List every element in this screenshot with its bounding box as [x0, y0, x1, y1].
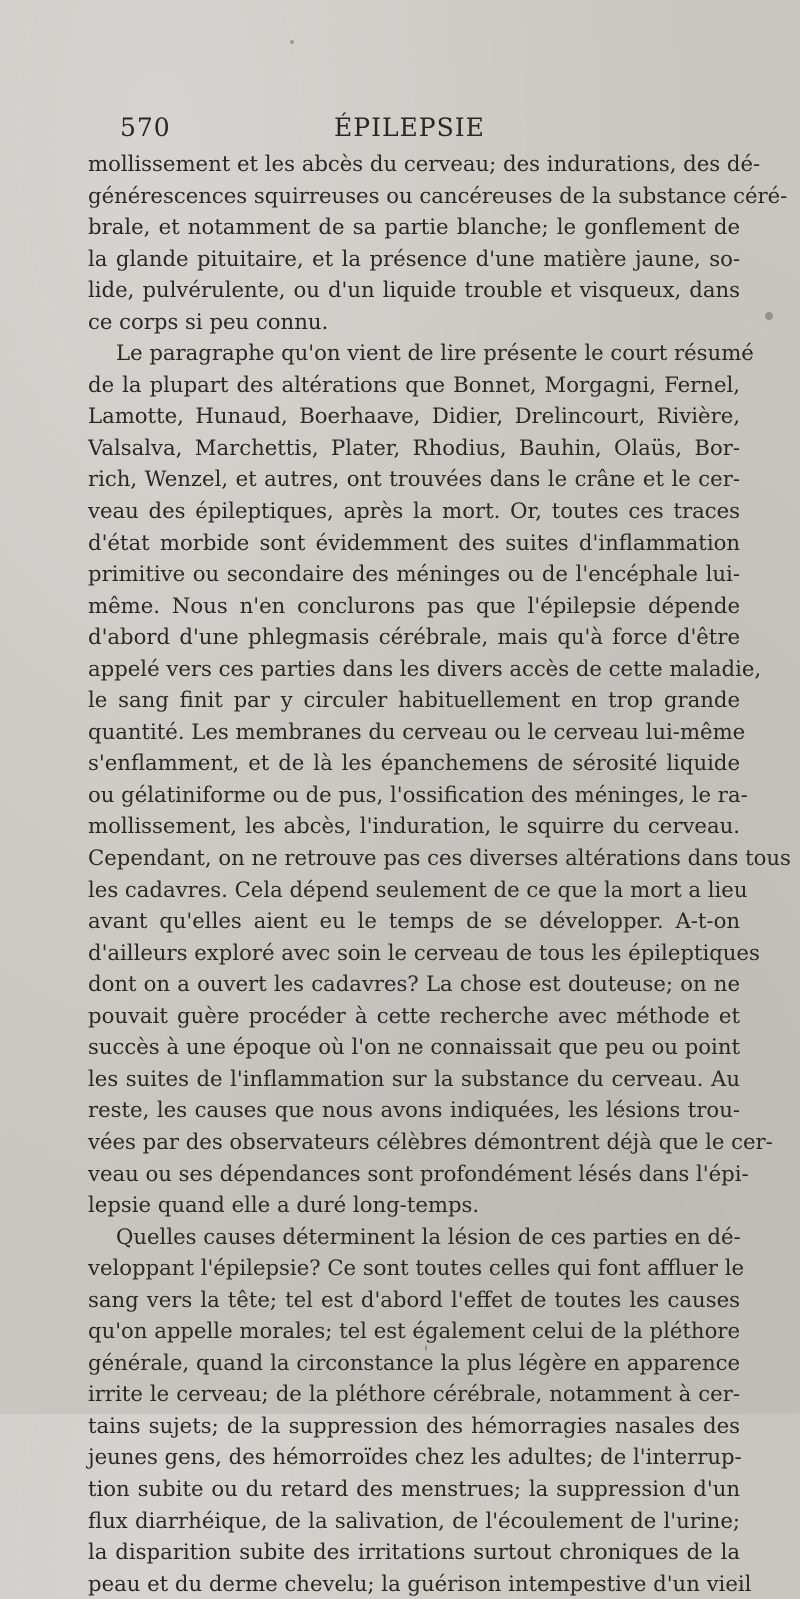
- text-line: même. Nous n'en conclurons pas que l'épilepsie dépende: [88, 592, 740, 618]
- paper-speck: [765, 312, 773, 320]
- text-line: ou gélatiniforme ou de pus, l'ossification des méninges, le ra-: [88, 781, 748, 807]
- text-line: veau ou ses dépendances sont profondément lésés dans l'épi-: [88, 1160, 749, 1186]
- text-line: de la plupart des altérations que Bonnet, Morgagni, Fernel,: [88, 371, 740, 397]
- text-line: d'état morbide sont évidemment des suites d'inflammation: [88, 529, 740, 555]
- text-line: pouvait guère procéder à cette recherche avec méthode et: [88, 1002, 740, 1028]
- text-line: Lamotte, Hunaud, Boerhaave, Didier, Drelincourt, Rivière,: [88, 403, 740, 429]
- text-line: générale, quand la circonstance la plus légère en apparence: [88, 1349, 740, 1375]
- text-line: Le paragraphe qu'on vient de lire présente le court résumé: [116, 340, 754, 366]
- text-line: le sang finit par y circuler habituellement en trop grande: [88, 687, 740, 713]
- page-header: [120, 113, 740, 149]
- text-line: flux diarrhéique, de la salivation, de l'écoulement de l'urine;: [88, 1507, 740, 1533]
- paper-speck: [290, 40, 294, 44]
- text-line: mollissement, les abcès, l'induration, le squirre du cerveau.: [88, 813, 740, 839]
- text-line: lepsie quand elle a duré long-temps.: [88, 1192, 480, 1218]
- text-line: sang vers la tête; tel est d'abord l'effet de toutes les causes: [88, 1286, 740, 1312]
- text-line: avant qu'elles aient eu le temps de se développer. A-t-on: [88, 908, 740, 934]
- text-line: jeunes gens, des hémorroïdes chez les adultes; de l'interrup-: [88, 1444, 742, 1470]
- text-line: appelé vers ces parties dans les divers accès de cette maladie,: [88, 655, 762, 681]
- text-line: reste, les causes que nous avons indiquées, les lésions trou-: [88, 1097, 740, 1123]
- text-line: qu'on appelle morales; tel est également celui de la pléthore: [88, 1318, 740, 1344]
- text-line: la glande pituitaire, et la présence d'une matière jaune, so-: [88, 245, 740, 271]
- text-line: quantité. Les membranes du cerveau ou le cerveau lui-même: [88, 718, 746, 744]
- text-line: tion subite ou du retard des menstrues; la suppression d'un: [88, 1475, 740, 1501]
- text-line: peau et du derme chevelu; la guérison intempestive d'un vieil: [88, 1570, 752, 1596]
- text-line: Quelles causes déterminent la lésion de ces parties en dé-: [116, 1223, 741, 1249]
- text-line: succès à une époque où l'on ne connaissait que peu ou point: [88, 1034, 740, 1060]
- text-line: d'ailleurs exploré avec soin le cerveau de tous les épileptiques: [88, 939, 760, 965]
- text-line: les suites de l'inflammation sur la substance du cerveau. Au: [88, 1065, 740, 1091]
- text-line: générescences squirreuses ou cancéreuses de la substance céré-: [88, 182, 788, 208]
- text-line: d'abord d'une phlegmasis cérébrale, mais qu'à force d'être: [88, 624, 740, 650]
- text-line: dont on a ouvert les cadavres? La chose est douteuse; on ne: [88, 971, 740, 997]
- text-line: Cependant, on ne retrouve pas ces diverses altérations dans tous: [88, 845, 791, 871]
- text-line: Valsalva, Marchettis, Plater, Rhodius, Bauhin, Olaüs, Bor-: [88, 434, 740, 460]
- text-line: mollissement et les abcès du cerveau; des indurations, des dé-: [88, 151, 761, 176]
- text-line: irrite le cerveau; de la pléthore cérébrale, notamment à cer-: [88, 1381, 740, 1407]
- text-line: lide, pulvérulente, ou d'un liquide trouble et visqueux, dans: [88, 277, 740, 303]
- text-line: s'enflamment, et de là les épanchemens de sérosité liquide: [88, 750, 740, 776]
- running-title: ÉPILEPSIE: [334, 113, 485, 142]
- text-line: veloppant l'épilepsie? Ce sont toutes celles qui font affluer le: [88, 1255, 745, 1281]
- text-line: primitive ou secondaire des méninges ou de l'encéphale lui-: [88, 561, 740, 587]
- text-line: brale, et notamment de sa partie blanche; le gonflement de: [88, 214, 740, 240]
- text-line: tains sujets; de la suppression des hémorragies nasales des: [88, 1412, 740, 1438]
- body-text: [88, 148, 791, 1599]
- text-line: les cadavres. Cela dépend seulement de ce que la mort a lieu: [88, 876, 748, 902]
- paper-speck: [425, 1345, 427, 1351]
- text-line: ce corps si peu connu.: [88, 308, 329, 334]
- text-line: veau des épileptiques, après la mort. Or, toutes ces traces: [88, 498, 740, 524]
- text-line: rich, Wenzel, et autres, ont trouvées dans le crâne et le cer-: [88, 466, 740, 492]
- page-number: 570: [120, 113, 171, 142]
- text-line: vées par des observateurs célèbres démontrent déjà que le cer-: [88, 1128, 773, 1154]
- text-line: la disparition subite des irritations surtout chroniques de la: [88, 1539, 740, 1565]
